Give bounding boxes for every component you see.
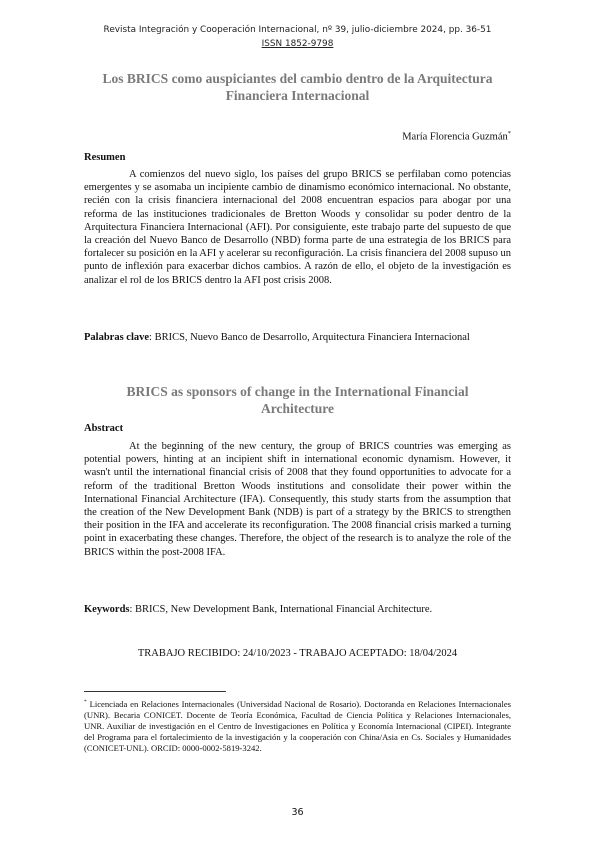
resumen-heading: Resumen — [84, 152, 126, 163]
keywords — [84, 603, 511, 616]
running-header — [60, 23, 535, 51]
palabras-clave — [84, 331, 511, 344]
author-name-text: María Florencia Guzmán — [402, 131, 508, 143]
resumen-text: A comienzos del nuevo siglo, los países del grupo BRICS se perfilaban como potencias emergentes y se asomaba un incipiente cambio de dinamismo económico internacional. No obstante, recién con la crisis financiera internacional del 2008 encuentran espacios para abogar por una reforma de las instituciones tradicionales de Bretton Woods y consolidar su poder dentro de la Arquitectura Financiera Internacional (AFI). Por consiguiente, este trabajo parte del supuesto de que la creación del Nuevo Banco de Desarrollo (NBD) forma parte de una estrategia de los BRICS para fortalecer su posición en la AFI y acelerar su reconfiguración. La crisis financiera del 2008 supuso un punto de inflexión para exacerbar dichos cambios. A razón de ello, el objeto de la investigación es analizar el rol de los BRICS dentro la AFI post crisis 2008. — [84, 169, 511, 286]
page-number: 36 — [291, 807, 304, 818]
submission-dates: TRABAJO RECIBIDO: 24/10/2023 - TRABAJO ACEPTADO: 18/04/2024 — [137, 648, 458, 659]
footnote-rule — [84, 691, 226, 692]
keywords-label: Keywords — [84, 604, 130, 615]
footnote-text: Licenciada en Relaciones Internacionales (Universidad Nacional de Rosario). Doctoranda en Relaciones Internacionales (UNR). Becaria CONICET. Docente de Teoría Económica, Facultad de Ciencia Política y Relaciones Internacionales, UNR. Auxiliar de investigación en el Centro de Investigaciones en Política y Economía Internacional (CIPEI). Integrante del Programa para el fortalecimiento de la investigación y la cooperación con China/Asia en Cs. Sociales y Humanidades (CONICET-UNL). ORCID: 0000-0002-5819-3242. — [84, 698, 511, 753]
english-title: BRICS as sponsors of change in the International Financial Architecture — [126, 384, 469, 416]
palabras-clave-label: Palabras clave — [84, 332, 150, 343]
abstract-heading: Abstract — [84, 423, 124, 434]
journal-line: Revista Integración y Cooperación Internacional, nº 39, julio-diciembre 2024, pp. 36-51 — [103, 25, 492, 35]
spanish-title: Los BRICS como auspiciantes del cambio dentro de la Arquitectura Financiera Internacional — [102, 71, 493, 103]
keywords-text: : BRICS, New Development Bank, International Financial Architecture. — [129, 604, 433, 615]
issn-link[interactable]: ISSN 1852-9798 — [261, 39, 334, 49]
footnote — [84, 697, 511, 754]
palabras-clave-text: : BRICS, Nuevo Banco de Desarrollo, Arquitectura Financiera Internacional — [149, 332, 470, 343]
author-footnote-mark[interactable]: * — [507, 130, 511, 137]
author-name — [402, 127, 511, 144]
footnote-mark: * — [84, 699, 87, 705]
abstract-text: At the beginning of the new century, the group of BRICS countries was emerging as potential powers, hinting at an incipient shift in international economic dynamism. However, it wasn't until the international financial crisis of 2008 that they found opportunities to advocate for a reform of the traditional Bretton Woods institutions and consolidate their power within the International Financial Architecture (IFA). Consequently, this study starts from the assumption that the creation of the New Development Bank (NDB) is part of a strategy by the BRICS to strengthen their position in the IFA and accelerate its reconfiguration. The 2008 financial crisis marked a turning point in exacerbating these changes. Therefore, the object of the research is to analyze the role of the BRICS within the post-2008 IFA. — [84, 441, 511, 558]
